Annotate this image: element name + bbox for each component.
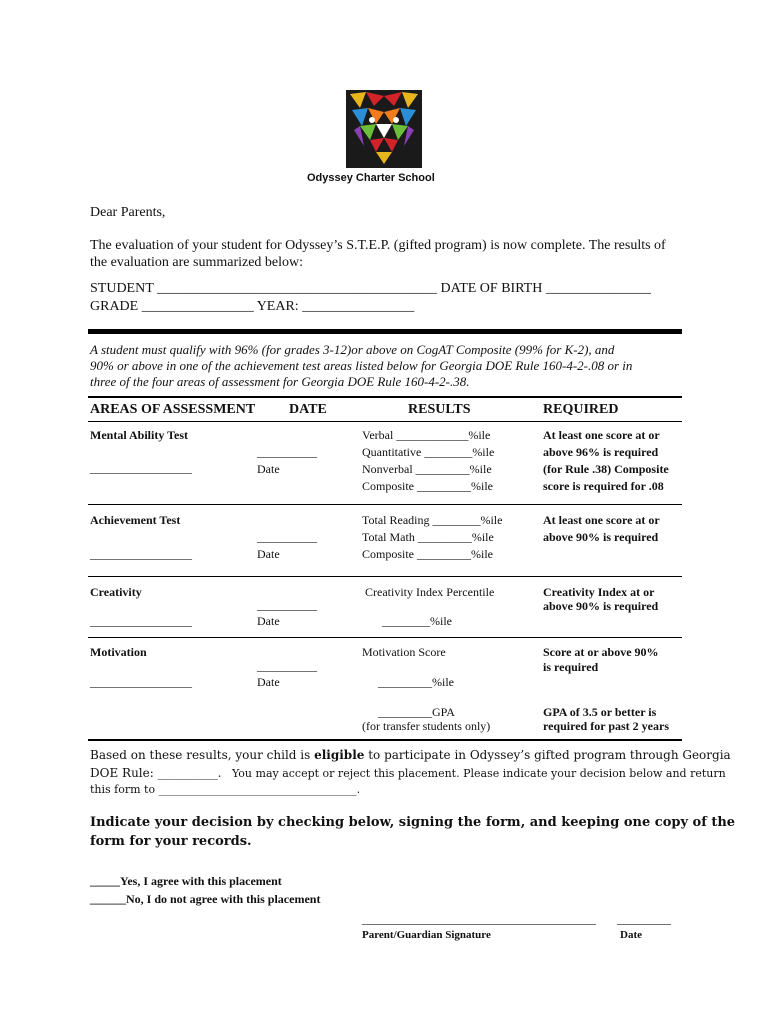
achievement-math[interactable]: Total Math _________%ile — [362, 530, 494, 544]
creativity-date-label: Date — [257, 614, 280, 628]
mental-quantitative[interactable]: Quantitative ________%ile — [362, 445, 495, 459]
option-no[interactable]: ______No, I do not agree with this placement — [90, 892, 321, 906]
eligibility-line-1: Based on these results, your child is eligible to participate in Odyssey’s gifted program through Georgia — [90, 748, 731, 762]
decision-heading-1: Indicate your decision by checking below, signing the form, and keeping one copy of the — [90, 815, 736, 830]
motivation-title: Motivation — [90, 645, 147, 659]
achievement-title: Achievement Test — [90, 513, 181, 527]
creativity-required-1: Creativity Index at or — [543, 585, 655, 599]
row-divider-3 — [88, 637, 682, 638]
signature-date-label: Date — [620, 929, 642, 941]
row-divider-1 — [88, 504, 682, 505]
mental-nonverbal[interactable]: Nonverbal _________%ile — [362, 462, 492, 476]
gpa-required-1: GPA of 3.5 or better is — [543, 705, 657, 719]
grade-year-line[interactable]: GRADE ________________ YEAR: ________________ — [90, 299, 415, 314]
achievement-area-blank[interactable]: _________________ — [90, 547, 192, 561]
eligibility-instructions: You may accept or reject this placement. Please indicate your decision below and return — [232, 767, 726, 780]
achievement-composite[interactable]: Composite _________%ile — [362, 547, 493, 561]
achievement-required-2: above 90% is required — [543, 530, 659, 544]
school-logo-tiger — [346, 90, 422, 168]
header-date: DATE — [289, 402, 327, 417]
student-dob-line[interactable]: STUDENT ________________________________________ DATE OF BIRTH _______________ — [90, 281, 651, 296]
signature-line[interactable]: _______________________________________ — [362, 912, 596, 926]
header-results: RESULTS — [408, 402, 471, 417]
doe-rule-field[interactable]: DOE Rule: __________. — [90, 766, 222, 780]
achievement-required-1: At least one score at or — [543, 513, 660, 527]
mental-verbal[interactable]: Verbal ____________%ile — [362, 428, 491, 442]
header-areas: AREAS OF ASSESSMENT — [90, 402, 256, 417]
row-divider-2 — [88, 576, 682, 577]
option-yes[interactable]: _____Yes, I agree with this placement — [90, 874, 282, 888]
table-bottom-rule — [88, 739, 682, 741]
criteria-line-1: A student must qualify with 96% (for grades 3-12)or above on CogAT Composite (99% for K-2), and — [90, 342, 615, 357]
motivation-score-label: Motivation Score — [362, 645, 446, 659]
motivation-area-blank[interactable]: _________________ — [90, 675, 192, 689]
table-top-rule — [88, 396, 682, 398]
header-bottom-rule — [88, 421, 682, 422]
motivation-required-1: Score at or above 90% — [543, 645, 659, 659]
mental-required-4: score is required for .08 — [543, 479, 664, 493]
motivation-percentile[interactable]: _________%ile — [378, 675, 454, 689]
intro-line-1: The evaluation of your student for Odyssey’s S.T.E.P. (gifted program) is now complete. The results of — [90, 238, 666, 253]
header-required: REQUIRED — [543, 402, 619, 417]
creativity-percentile[interactable]: ________%ile — [382, 614, 452, 628]
signature-date-line[interactable]: _________ — [617, 912, 671, 926]
greeting: Dear Parents, — [90, 205, 166, 220]
motivation-date-blank[interactable]: __________ — [257, 659, 317, 673]
mental-required-2: above 96% is required — [543, 445, 659, 459]
achievement-date-blank[interactable]: __________ — [257, 530, 317, 544]
motivation-date-label: Date — [257, 675, 280, 689]
motivation-required-2: is required — [543, 660, 599, 674]
achievement-reading[interactable]: Total Reading ________%ile — [362, 513, 503, 527]
achievement-date-label: Date — [257, 547, 280, 561]
mental-required-1: At least one score at or — [543, 428, 660, 442]
section-divider — [88, 329, 682, 334]
mental-required-3: (for Rule .38) Composite — [543, 462, 669, 476]
creativity-required-2: above 90% is required — [543, 599, 659, 613]
decision-heading-2: form for your records. — [90, 834, 252, 849]
mental-area-blank[interactable]: _________________ — [90, 461, 192, 475]
creativity-title: Creativity — [90, 585, 142, 599]
creativity-area-blank[interactable]: _________________ — [90, 614, 192, 628]
creativity-index-label: Creativity Index Percentile — [365, 585, 495, 599]
gpa-field[interactable]: _________GPA — [378, 705, 455, 719]
mental-date-label: Date — [257, 462, 280, 476]
gpa-required-2: required for past 2 years — [543, 719, 669, 733]
mental-date-blank[interactable]: __________ — [257, 445, 317, 459]
mental-composite[interactable]: Composite _________%ile — [362, 479, 493, 493]
eligible-word: eligible — [314, 748, 365, 762]
intro-line-2: the evaluation are summarized below: — [90, 255, 304, 270]
mental-ability-title: Mental Ability Test — [90, 428, 189, 442]
criteria-line-2: 90% or above in one of the achievement test areas listed below for Georgia DOE Rule 160-4-2-.08 or in — [90, 358, 633, 373]
creativity-date-blank[interactable]: __________ — [257, 598, 317, 612]
school-name: Odyssey Charter School — [307, 172, 435, 184]
gpa-note: (for transfer students only) — [362, 719, 491, 733]
signature-label: Parent/Guardian Signature — [362, 929, 491, 941]
return-to-field[interactable]: this form to ____________________________________. — [90, 783, 361, 796]
criteria-line-3: three of the four areas of assessment for Georgia DOE Rule 160-4-2-.38. — [90, 374, 470, 389]
